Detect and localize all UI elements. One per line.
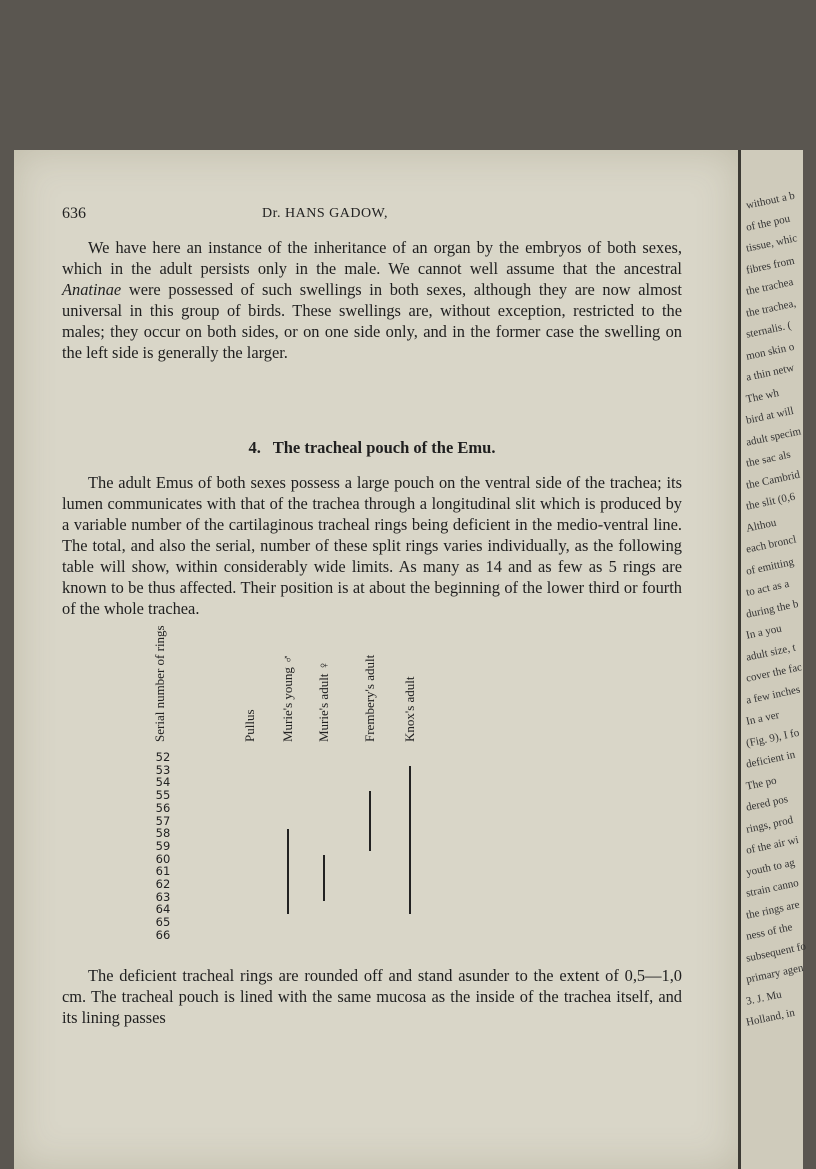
adjacent-page-text: dered pos [745,793,790,814]
adjacent-page-text: tissue, whic [745,232,799,255]
adjacent-page-text: In a you [745,622,783,642]
table-row-label: 63 [155,889,171,904]
ring-range-line [369,791,371,851]
table-column-header: Knox's adult [402,676,417,742]
adjacent-page-text: primary agen [745,961,805,986]
table-row-label: 57 [155,813,171,828]
table-column-header: Frembery's adult [362,654,377,742]
table-column-header: Serial number of rings [152,625,167,742]
adjacent-page-text: to act as a [745,577,791,599]
paragraph-3: The deficient tracheal rings are rounded off and stand asunder to the extent of 0,5—1,0 cm. The tracheal pouch is lined with the same mucosa as the inside of the trachea itself, and its lining passes [62,966,682,1027]
table-column-header: Pullus [242,709,257,742]
adjacent-page-text: strain canno [745,876,800,900]
table-column-header: Murie's young ♂ [280,654,295,742]
adjacent-page-text: Althou [745,516,778,535]
adjacent-page-text: 3. J. Mu [745,988,783,1008]
adjacent-page-text: a few inches [745,683,802,707]
table-row-label: 64 [155,902,171,917]
adjacent-page-text: during the b [745,597,800,621]
adjacent-page-text: mon skin o [745,340,796,363]
table-row-label: 62 [155,877,171,891]
adjacent-page-text: the trachea [745,276,795,298]
paragraph-1: We have here an instance of the inheritance of an organ by the embryos of both sexes, which in the adult persists only in the male. We cannot well assume that the ancestral Anatinae were possessed of such swellings in both sexes, although they are now almost universal in this group of birds. These swellings are, without exception, restricted to the males; they occur on both sides, or on one side only, and in the former case the swelling on the left side is generally the larger. [62,238,682,362]
adjacent-page-text: of the pou [745,212,792,234]
adjacent-page-text: the sac als [745,448,792,470]
section-number: 4. [248,438,261,457]
adjacent-page-text: a thin netw [745,361,796,384]
tracheal-rings-table [148,625,568,960]
adjacent-page-text: (Fig. 9), I fo [745,726,801,750]
page-number: 636 [62,205,86,222]
adjacent-page-text: adult size, t [745,641,797,664]
table-row-label: 58 [155,826,171,841]
adjacent-page-text: youth to ag [745,856,796,879]
adjacent-page-text: without a b [745,189,796,212]
table-row-label: 55 [155,788,171,803]
ring-range-line [409,766,411,914]
table-row-label: 66 [155,927,171,942]
adjacent-page-text: of the air wi [745,833,800,857]
adjacent-page-text: adult specim [745,424,803,449]
ring-range-line [287,829,289,914]
adjacent-page-text: the Cambrid [745,468,801,492]
paragraph-2: The adult Emus of both sexes possess a large pouch on the ventral side of the trachea; its lumen communicates with that of the trachea through a longitudinal slit which is produced by a variable number of the cartilaginous tracheal rings being deficient in the medio-ventral line. The total, and also the serial, number of these split rings varies individually, as the following table will show, within considerably wide limits. As many as 14 and as few as 5 rings are known to be thus affected. Their position is at about the beginning of the lower third or fourth of the whole trachea. [62,473,682,618]
table-row-label: 53 [155,762,171,777]
adjacent-page-text: The po [745,774,778,793]
adjacent-page-text: rings, prod [745,813,795,836]
table-row-label: 65 [155,915,171,930]
table-row-label: 54 [155,775,171,790]
adjacent-page-text: deficient in [745,748,797,771]
adjacent-page-text: the rings are [745,898,801,922]
table-row-label: 59 [155,838,171,853]
adjacent-page-text: The wh [745,386,781,406]
adjacent-page-text: ness of the [745,921,794,943]
adjacent-page-text: fibres from [745,254,796,277]
table-row-label: 61 [155,864,171,879]
table-row-label: 60 [155,851,171,866]
adjacent-page-text: each broncl [745,533,798,556]
adjacent-page-text: In a ver [745,709,781,728]
adjacent-page-edge [738,150,807,1169]
adjacent-page-text: bird at will [745,404,795,427]
adjacent-page-text: the slit (0,6 [745,490,797,513]
running-head: Dr. HANS GADOW, [262,206,388,221]
ring-range-line [323,855,325,902]
table-row-label: 52 [155,750,171,764]
page-header [62,205,682,227]
adjacent-page-text: sternalis. ( [745,319,793,341]
adjacent-page-text: the trachea, [745,296,798,320]
taxon-name: Anatinae [62,280,122,299]
adjacent-page-text: Holland, in [745,1006,796,1029]
adjacent-page-text: subsequent fo [745,939,807,965]
table-row-label: 56 [155,800,171,815]
section-heading [62,438,682,458]
adjacent-page-text: of emitting [745,555,796,578]
section-title: The tracheal pouch of the Emu. [272,438,496,457]
adjacent-page-text: cover the fac [745,661,804,685]
table-column-header: Murie's adult ♀ [316,660,331,742]
